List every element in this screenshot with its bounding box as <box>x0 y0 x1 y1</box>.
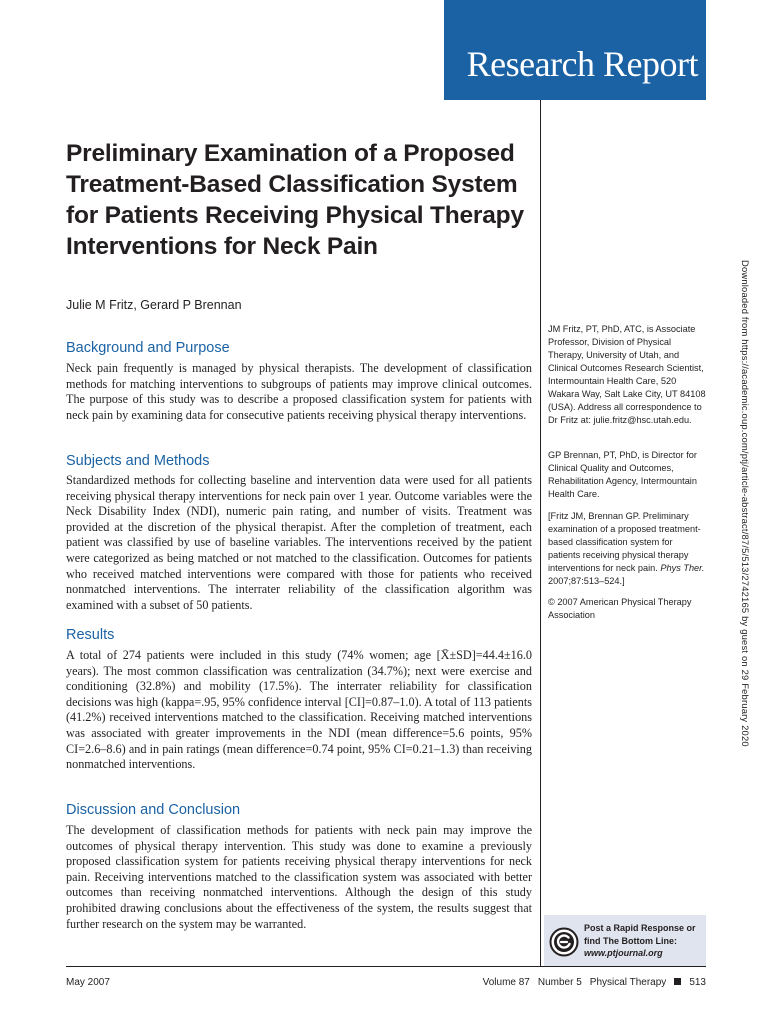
section-heading-methods: Subjects and Methods <box>66 453 210 469</box>
footer-rule <box>66 966 706 967</box>
section-body-discussion: The development of classification methods for patients with neck pain may improve the outcomes of physical therapy intervention. This study was done to examine a previously proposed classification system for patients receiving physical therapy interventions for neck pain. Receiving interventions matched to the classification system was associated with better outcomes than receiving nonmatched interventions. Although the design of this study prohibited drawing conclusions about the effectiveness of the system, the results suggest that further research on the system may be warranted. <box>66 823 532 931</box>
section-body-results: A total of 274 patients were included in this study (74% women; age [X̄±SD]=44.4±16.0 years). The most common classification was centralization (34.7%); next were exercise and conditioning (32.8%) and mobility (17.5%). The interrater reliability for classification decisions was high (kappa=.95, 95% confidence interval [CI]=0.87–1.0). A total of 113 patients (41.2%) received interventions matched to the classification. Receiving matched interventions was associated with greater improvements in the NDI (mean difference=5.6 points, 95% CI=2.6–8.6) and in pain ratings (mean difference=0.74 point, 95% CI=0.21–1.3) than receiving nonmatched interventions. <box>66 648 532 772</box>
citation-text <box>548 510 706 588</box>
banner-label: Research Report <box>466 44 698 84</box>
rapid-response-text <box>584 922 704 960</box>
footer-number: Number 5 <box>537 977 582 988</box>
footer-page: 513 <box>689 977 706 988</box>
citation-post: 2007;87:513–524.] <box>548 576 625 586</box>
footer-issue <box>483 977 706 988</box>
square-bullet-icon <box>674 978 681 985</box>
author2-text: GP Brennan, PT, PhD, is Director for Clinical Quality and Outcomes, Rehabilitation Agency, Intermountain Health Care. <box>548 450 697 499</box>
section-body-background: Neck pain frequently is managed by physical therapists. The development of classification methods for matching interventions to subgroups of patients may improve clinical outcomes. The purpose of this study was to describe a proposed classification system for patients with neck pain by examining data for consecutive patients receiving physical therapy interventions. <box>66 361 532 422</box>
rapid-response-box[interactable] <box>544 915 706 966</box>
research-report-banner <box>444 0 706 100</box>
citation-journal: Phys Ther. <box>660 563 705 573</box>
footer-volume: Volume 87 <box>482 977 530 988</box>
section-heading-discussion: Discussion and Conclusion <box>66 802 241 818</box>
article-authors: Julie M Fritz, Gerard P Brennan <box>66 298 242 312</box>
rapid-url-link[interactable]: www.ptjournal.org <box>584 948 663 958</box>
author1-text: JM Fritz, PT, PhD, ATC, is Associate Professor, Division of Physical Therapy, University of Utah, and Clinical Outcomes Research Scientist, Intermountain Health Care, 520 Wakara Way, Salt Lake City, UT 84108 (USA). Address all correspondence to Dr Fritz at: julie.fritz@hsc.utah.edu. <box>548 324 706 425</box>
section-body-methods: Standardized methods for collecting baseline and intervention data were used for all patients receiving physical therapy interventions for neck pain over 1 year. Outcome variables were the Neck Disability Index (NDI), numeric pain rating, and number of visits. Treatment was provided at the discretion of the physical therapist. After the completion of treatment, each patient was classified by use of baseline variables. The interventions received by the patient were categorized as being matched or not matched to the classification. Outcomes for patients who received matched interventions were compared with those for patients who received nonmatched interventions. The interrater reliability of the classification algorithm was examined with a subset of 50 patients. <box>66 473 532 612</box>
download-note-text: Downloaded from https://academic.oup.com/ptj/article-abstract/87/5/513/2742165 by guest on 29 February 2020 <box>740 260 751 747</box>
author2-affiliation <box>548 449 706 501</box>
citation-block <box>548 510 706 588</box>
section-heading-results: Results <box>66 627 115 643</box>
author1-affiliation <box>548 323 706 427</box>
footer-journal: Physical Therapy <box>589 977 667 988</box>
ptjournal-logo-icon <box>549 927 579 957</box>
copyright-text: © 2007 American Physical Therapy Association <box>548 597 692 620</box>
footer-date: May 2007 <box>66 977 110 988</box>
rapid-line2: find The Bottom Line: <box>584 935 677 946</box>
column-divider <box>540 100 541 966</box>
section-heading-background: Background and Purpose <box>66 340 230 356</box>
copyright-block <box>548 596 706 622</box>
article-title: Preliminary Examination of a Proposed Treatment-Based Classification System for Patients Receiving Physical Therapy Interventions for Neck Pain <box>66 140 524 260</box>
rapid-line1: Post a Rapid Response or <box>584 923 696 933</box>
download-note <box>739 260 751 810</box>
citation-pre: [Fritz JM, Brennan GP. Preliminary examination of a proposed treatment-based classification system for patients receiving physical therapy interventions for neck pain. <box>548 511 701 573</box>
